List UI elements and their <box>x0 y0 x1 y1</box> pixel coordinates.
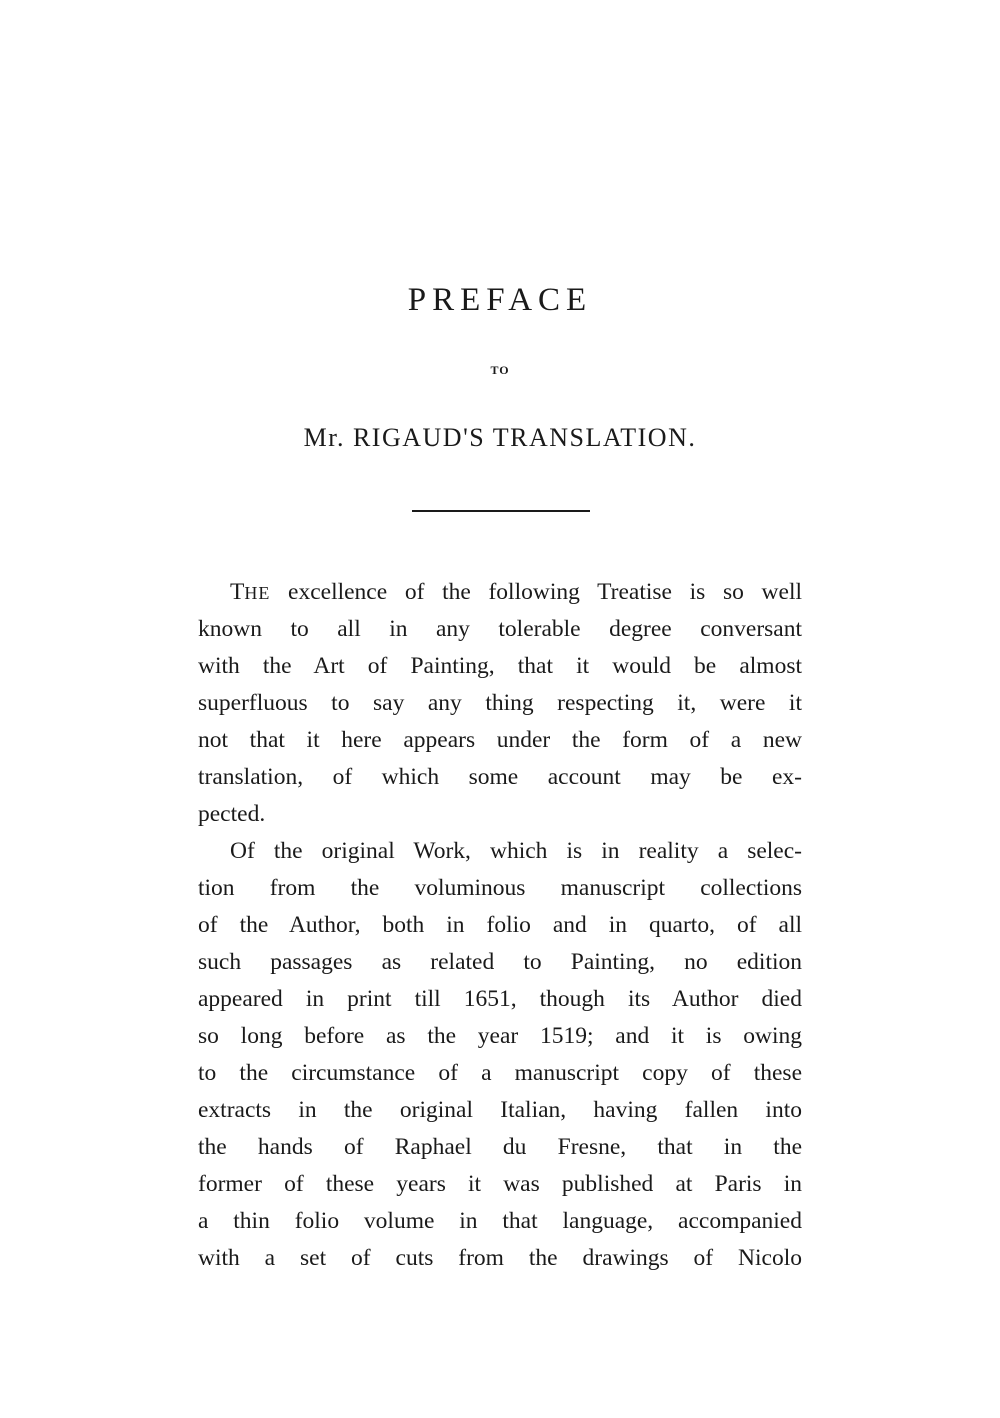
paragraph-2-line: so long before as the year 1519; and it is owing <box>198 1023 802 1049</box>
paragraph-1-line: not that it here appears under the form of a new <box>198 727 802 753</box>
paragraph-1-line: with the Art of Painting, that it would be almost <box>198 653 802 679</box>
paragraph-2-line: the hands of Raphael du Fresne, that in the <box>198 1134 802 1160</box>
paragraph-2-line: of the Author, both in folio and in quarto, of all <box>198 912 802 938</box>
paragraph-1-line: superfluous to say any thing respecting it, were it <box>198 690 802 716</box>
paragraph-1-line: known to all in any tolerable degree conversant <box>198 616 802 642</box>
paragraph-2-line: appeared in print till 1651, though its Author died <box>198 986 802 1012</box>
paragraph-2-line: such passages as related to Painting, no edition <box>198 949 802 975</box>
line-text: excellence of the following Treatise is so well <box>270 579 802 605</box>
page-title: PREFACE <box>407 282 593 318</box>
title-connector: TO <box>490 363 510 377</box>
paragraph-1-line: translation, of which some account may be ex- <box>198 764 802 790</box>
paragraph-1-line <box>198 574 802 611</box>
drop-initial: T <box>230 579 245 605</box>
paragraph-2-line: extracts in the original Italian, having fallen into <box>198 1097 802 1123</box>
paragraph-2-line: former of these years it was published at Paris in <box>198 1171 802 1197</box>
paragraph-2-line: with a set of cuts from the drawings of Nicolo <box>198 1245 802 1271</box>
paragraph-2-line: a thin folio volume in that language, accompanied <box>198 1208 802 1234</box>
paragraph-1-line: pected. <box>198 801 266 827</box>
page-subtitle: Mr. RIGAUD'S TRANSLATION. <box>303 423 697 452</box>
title-rule-divider <box>412 510 590 512</box>
paragraph-2-line: to the circumstance of a manuscript copy of these <box>198 1060 802 1086</box>
body-text <box>198 574 802 1277</box>
paragraph-2-line: Of the original Work, which is in reality a selec- <box>230 838 802 864</box>
small-caps-word: HE <box>244 583 271 603</box>
paragraph-2-line: tion from the voluminous manuscript collections <box>198 875 802 901</box>
